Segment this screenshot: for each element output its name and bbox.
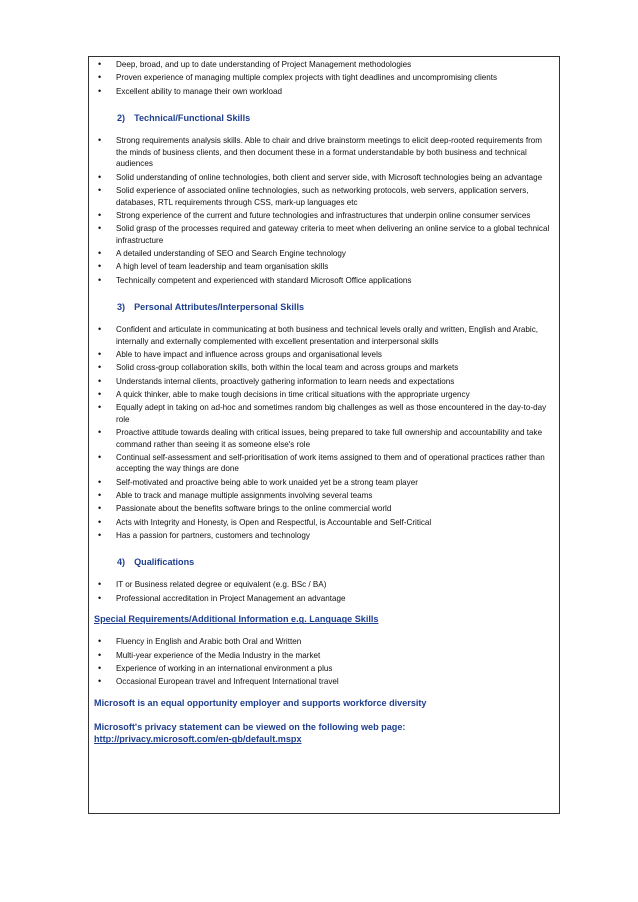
list-item: • Experience of working in an international environment a plus (89, 663, 559, 675)
list-item: • Solid cross-group collaboration skills, both within the local team and across groups and markets (89, 362, 559, 374)
list-item: • Professional accreditation in Project Management an advantage (89, 593, 559, 605)
list-item: • IT or Business related degree or equivalent (e.g. BSc / BA) (89, 579, 559, 591)
list-item: • Technically competent and experienced with standard Microsoft Office applications (89, 275, 559, 287)
list-item: • Solid understanding of online technologies, both client and server side, with Microsoft technologies being an advantage (89, 172, 559, 184)
list-item: • Strong requirements analysis skills. Able to chair and drive brainstorm meetings to elicit deep-rooted requirements from the minds of business clients, and then document these in a format understandable by both business and technical audiences (89, 135, 559, 170)
list-item: • Passionate about the benefits software brings to the online commercial world (89, 503, 559, 515)
list-item: • A high level of team leadership and team organisation skills (89, 261, 559, 273)
section-title: Technical/Functional Skills (134, 113, 251, 124)
list-item: • Excellent ability to manage their own workload (89, 86, 559, 98)
list-item: • Proven experience of managing multiple complex projects with tight deadlines and uncompromising clients (89, 72, 559, 84)
list-item: • Fluency in English and Arabic both Oral and Written (89, 636, 559, 648)
list-item: • Able to have impact and influence across groups and organisational levels (89, 349, 559, 361)
list-item: • Solid grasp of the processes required and gateway criteria to meet when delivering an online service to a global technical infrastructure (89, 223, 559, 246)
list-item: • Equally adept in taking on ad-hoc and sometimes random big challenges as well as those encountered in the day-to-day role (89, 402, 559, 425)
section-title: Qualifications (134, 557, 195, 568)
section-title: Personal Attributes/Interpersonal Skills (134, 302, 305, 313)
section-number: 4) (117, 557, 126, 568)
special-requirements-list (89, 636, 559, 687)
document-content (89, 59, 559, 745)
list-item: • Confident and articulate in communicating at both business and technical levels orally and written, English and Arabic, internally and externally complemented with excellent presentation and interpersonal skills (89, 324, 559, 347)
qualifications-list (89, 579, 559, 604)
list-item: • Proactive attitude towards dealing with critical issues, being prepared to take full ownership and accountability and take command rather than seeing it as someone else's role (89, 427, 559, 450)
special-requirements-heading: Special Requirements/Additional Information e.g. Language Skills (94, 614, 379, 625)
list-item: • Has a passion for partners, customers and technology (89, 530, 559, 542)
list-item: • A detailed understanding of SEO and Search Engine technology (89, 248, 559, 260)
section-heading-qualifications (89, 557, 559, 567)
equal-opportunity-statement: Microsoft is an equal opportunity employer and supports workforce diversity (94, 698, 427, 709)
list-item: • Solid experience of associated online technologies, such as networking protocols, web servers, application servers, databases, RTL requirements through CSS, mark-up languages etc (89, 185, 559, 208)
privacy-link[interactable]: http://privacy.microsoft.com/en-gb/default.mspx (94, 734, 302, 745)
document-frame (88, 56, 560, 814)
section-number: 3) (117, 302, 126, 313)
list-item: • Multi-year experience of the Media Industry in the market (89, 650, 559, 662)
list-item: • Able to track and manage multiple assignments involving several teams (89, 490, 559, 502)
privacy-statement: Microsoft's privacy statement can be viewed on the following web page: (94, 722, 406, 733)
list-item: • Deep, broad, and up to date understanding of Project Management methodologies (89, 59, 559, 71)
technical-skills-list (89, 135, 559, 286)
section-number: 2) (117, 113, 126, 124)
list-item: • Strong experience of the current and future technologies and infrastructures that underpin online consumer services (89, 210, 559, 222)
list-item: • A quick thinker, able to make tough decisions in time critical situations with the appropriate urgency (89, 389, 559, 401)
section-heading-personal (89, 302, 559, 312)
list-item: • Occasional European travel and Infrequent International travel (89, 676, 559, 688)
list-item: • Self-motivated and proactive being able to work unaided yet be a strong team player (89, 477, 559, 489)
list-item: • Acts with Integrity and Honesty, is Open and Respectful, is Accountable and Self-Critical (89, 517, 559, 529)
personal-attributes-list (89, 324, 559, 541)
list-item: • Understands internal clients, proactively gathering information to learn needs and expectations (89, 376, 559, 388)
intro-bullet-list (89, 59, 559, 97)
list-item: • Continual self-assessment and self-prioritisation of work items assigned to them and of operational practices rather than accepting the way things are done (89, 452, 559, 475)
section-heading-technical (89, 113, 559, 123)
